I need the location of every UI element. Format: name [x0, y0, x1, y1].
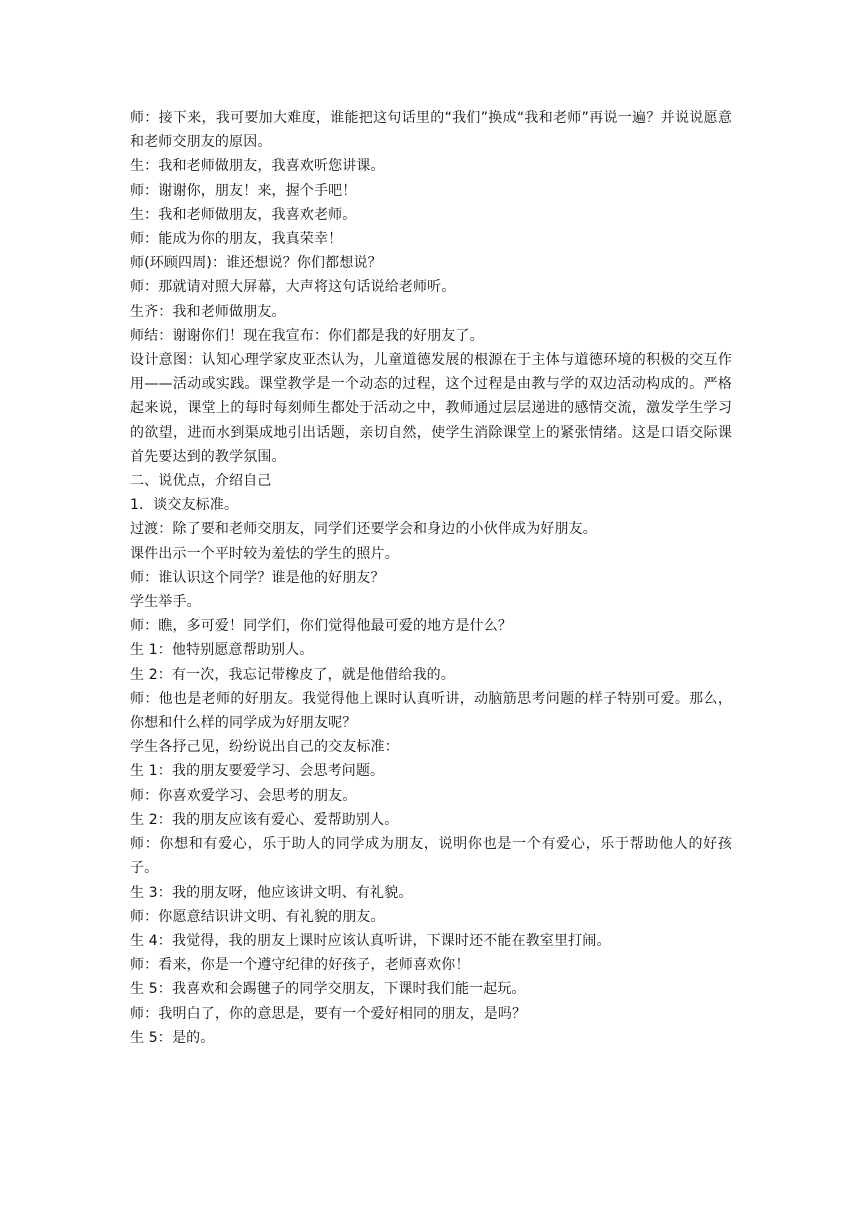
paragraph: 过渡：除了要和老师交朋友，同学们还要学会和身边的小伙伴成为好朋友。: [130, 521, 597, 538]
paragraph: 课件出示一个平时较为羞怯的学生的照片。: [130, 545, 399, 562]
paragraph: 学生各抒己见，纷纷说出自己的交友标准：: [130, 739, 399, 756]
paragraph: 学生举手。: [130, 594, 201, 611]
paragraph: 师：你想和有爱心，乐于助人的同学成为朋友，说明你也是一个有爱心，乐于帮助他人的好孩子。: [130, 836, 732, 877]
paragraph: 师：看来，你是一个遵守纪律的好孩子，老师喜欢你！: [130, 957, 470, 974]
paragraph: 师：接下来，我可要加大难度，谁能把这句话里的“我们”换成“我和老师”再说一遍？并说说愿意和老师交朋友的原因。: [130, 110, 732, 151]
paragraph: 生 1：他特别愿意帮助别人。: [130, 642, 314, 659]
paragraph: 师：你愿意结识讲文明、有礼貌的朋友。: [130, 908, 385, 925]
paragraph: 师：他也是老师的好朋友。我觉得他上课时认真听讲，动脑筋思考问题的样子特别可爱。那么，你想和什么样的同学成为好朋友呢？: [130, 690, 732, 732]
paragraph: 生 1：我的朋友要爱学习、会思考问题。: [130, 763, 385, 780]
paragraph: 生 2：有一次，我忘记带橡皮了，就是他借给我的。: [130, 666, 455, 683]
paragraph: 师结：谢谢你们！现在我宣布：你们都是我的好朋友了。: [130, 327, 484, 344]
paragraph: 生齐：我和老师做朋友。: [130, 303, 286, 320]
paragraph: 师：瞧，多可爱！同学们，你们觉得他最可爱的地方是什么？: [130, 618, 513, 635]
paragraph: 生：我和老师做朋友，我喜欢听您讲课。: [130, 158, 385, 175]
document-body: [130, 106, 732, 1050]
paragraph: 师：我明白了，你的意思是，要有一个爱好相同的朋友，是吗？: [130, 1005, 527, 1022]
paragraph: 生 2：我的朋友应该有爱心、爱帮助别人。: [130, 811, 399, 828]
paragraph: 师：那就请对照大屏幕，大声将这句话说给老师听。: [130, 279, 456, 296]
paragraph: 生 5：我喜欢和会踢毽子的同学交朋友，下课时我们能一起玩。: [130, 981, 526, 998]
paragraph: 生：我和老师做朋友，我喜欢老师。: [130, 206, 357, 223]
paragraph: 生 4：我觉得，我的朋友上课时应该认真听讲，下课时还不能在教室里打闹。: [130, 932, 611, 949]
subsection-heading: 1．谈交友标准。: [130, 497, 239, 514]
paragraph: 师：你喜欢爱学习、会思考的朋友。: [130, 787, 357, 804]
paragraph: 师：谢谢你，朋友！来，握个手吧！: [130, 182, 357, 199]
section-heading: 二、说优点，介绍自己: [130, 473, 272, 490]
paragraph: 师：能成为你的朋友，我真荣幸！: [130, 231, 343, 248]
paragraph: 生 5：是的。: [130, 1029, 215, 1046]
design-intent-paragraph: 设计意图：认知心理学家皮亚杰认为，儿童道德发展的根源在于主体与道德环境的积极的交互作用——活动或实践。课堂教学是一个动态的过程，这个过程是由教与学的双边活动构成的。严格起来说，课堂上的每时每刻师生都处于活动之中，教师通过层层递进的感情交流，激发学生学习的欲望，进而水到渠成地引出话题，亲切自然，使学生消除课堂上的紧张情绪。这是口语交际课首先要达到的教学氛围。: [130, 352, 732, 465]
paragraph: 师(环顾四周)：谁还想说？你们都想说？: [130, 255, 382, 272]
paragraph: 师：谁认识这个同学？谁是他的好朋友？: [130, 569, 385, 586]
paragraph: 生 3：我的朋友呀，他应该讲文明、有礼貌。: [130, 884, 413, 901]
